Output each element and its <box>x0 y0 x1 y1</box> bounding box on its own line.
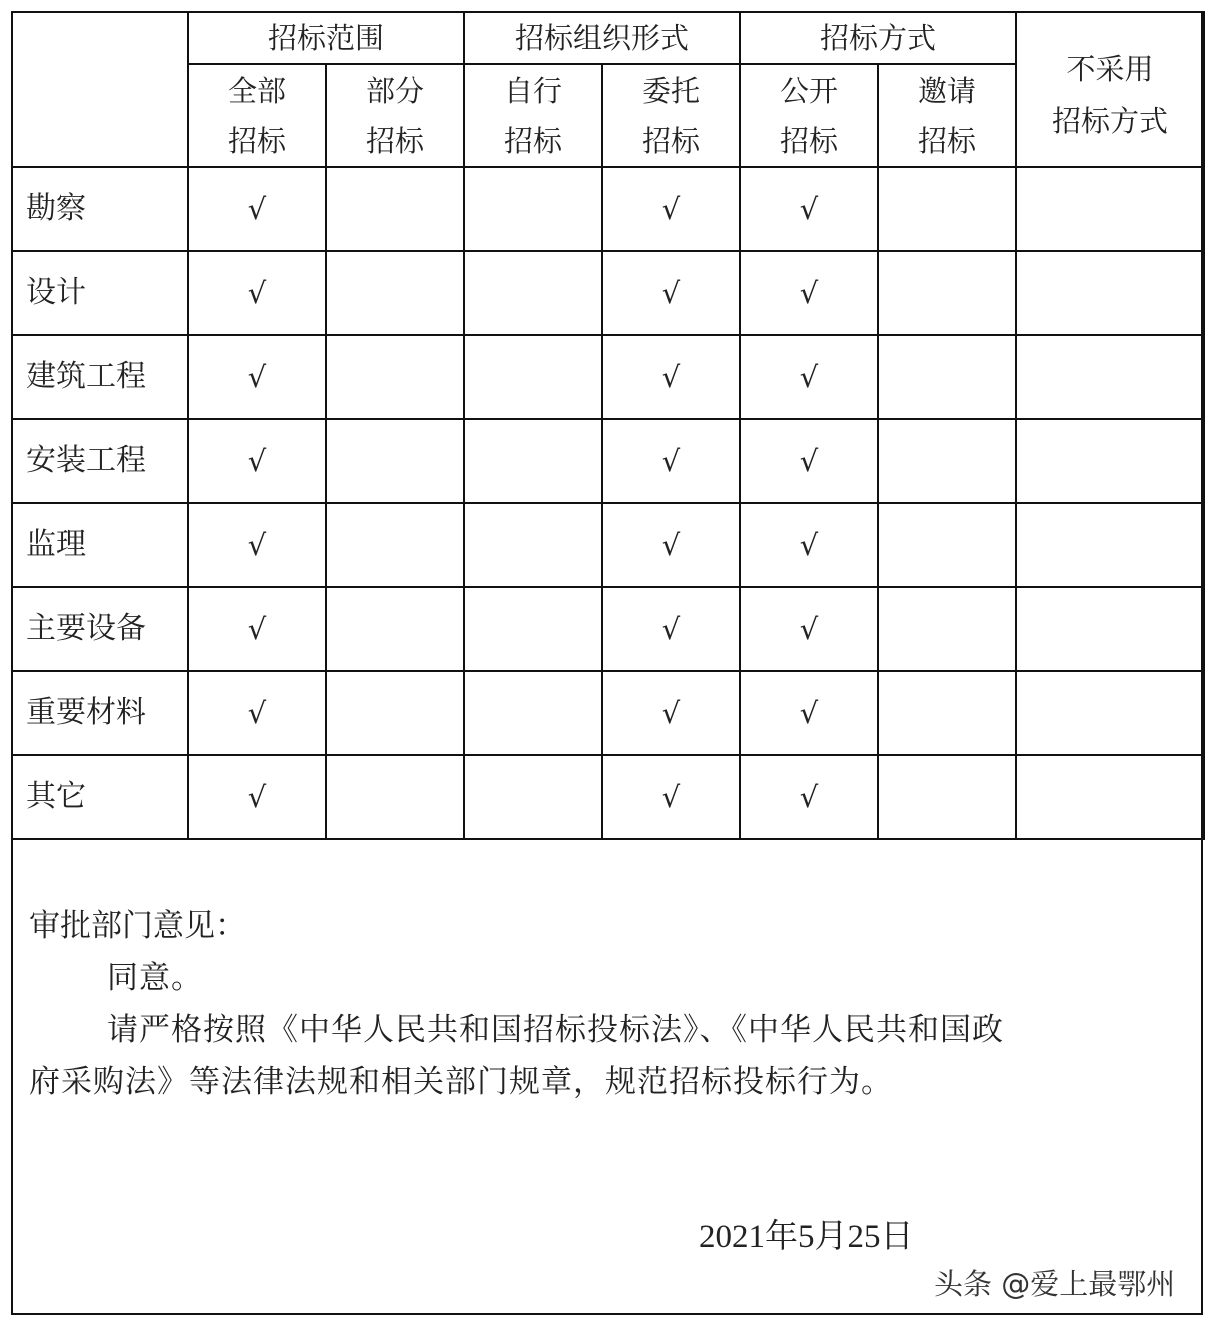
subheader-line1: 部分 <box>365 73 424 108</box>
row-label: 重要材料 <box>12 671 188 755</box>
row-label: 其它 <box>12 755 188 839</box>
check-cell: √ <box>740 587 878 671</box>
row-label: 勘察 <box>12 167 188 251</box>
subheader-line2: 招标 <box>917 123 976 158</box>
header-not-adopted-line1: 不采用 <box>1066 52 1154 86</box>
subheader-line2: 招标 <box>227 123 286 158</box>
approval-opinion-section <box>11 842 1203 1315</box>
subheader-line1: 全部 <box>227 73 286 108</box>
check-cell: √ <box>740 167 878 251</box>
check-cell: √ <box>188 587 326 671</box>
subheader-line2: 招标 <box>365 123 424 158</box>
row-label: 监理 <box>12 503 188 587</box>
approval-date: 2021年5月25日 <box>699 1219 914 1255</box>
check-cell: √ <box>602 335 740 419</box>
check-cell: √ <box>602 251 740 335</box>
row-label: 建筑工程 <box>12 335 188 419</box>
check-cell: √ <box>188 167 326 251</box>
opinion-agree: 同意。 <box>107 960 203 996</box>
check-cell: √ <box>740 251 878 335</box>
header-bidding-method: 招标方式 <box>740 12 1016 64</box>
row-label: 主要设备 <box>12 587 188 671</box>
header-not-adopted-line2: 招标方式 <box>1051 104 1168 138</box>
check-cell: √ <box>602 503 740 587</box>
opinion-instruction-line2: 府采购法》等法律法规和相关部门规章，规范招标投标行为。 <box>29 1064 893 1100</box>
subheader-line2: 招标 <box>641 123 700 158</box>
check-cell: √ <box>188 251 326 335</box>
check-cell: √ <box>188 335 326 419</box>
header-bidding-scope: 招标范围 <box>188 12 464 64</box>
check-cell: √ <box>740 755 878 839</box>
check-cell: √ <box>740 419 878 503</box>
subheader-line1: 委托 <box>641 73 700 108</box>
check-cell: √ <box>188 503 326 587</box>
subheader-line1: 公开 <box>779 73 838 108</box>
check-cell: √ <box>602 671 740 755</box>
subheader-line2: 招标 <box>503 123 562 158</box>
check-cell: √ <box>740 335 878 419</box>
check-cell: √ <box>602 167 740 251</box>
check-cell: √ <box>188 671 326 755</box>
header-bidding-organization: 招标组织形式 <box>464 12 740 64</box>
row-label: 设计 <box>12 251 188 335</box>
opinion-title: 审批部门意见： <box>29 908 246 944</box>
subheader-line1: 自行 <box>503 73 562 108</box>
subheader-line2: 招标 <box>779 123 838 158</box>
row-label: 安装工程 <box>12 419 188 503</box>
check-cell: √ <box>602 419 740 503</box>
check-cell: √ <box>188 755 326 839</box>
check-cell: √ <box>602 755 740 839</box>
check-cell: √ <box>740 671 878 755</box>
opinion-instruction-line1: 请严格按照《中华人民共和国招标投标法》、《中华人民共和国政 <box>107 1012 1004 1048</box>
check-cell: √ <box>602 587 740 671</box>
check-cell: √ <box>188 419 326 503</box>
subheader-line1: 邀请 <box>917 73 976 108</box>
check-cell: √ <box>740 503 878 587</box>
watermark: 头条 @爱上最鄂州 <box>934 1267 1176 1301</box>
